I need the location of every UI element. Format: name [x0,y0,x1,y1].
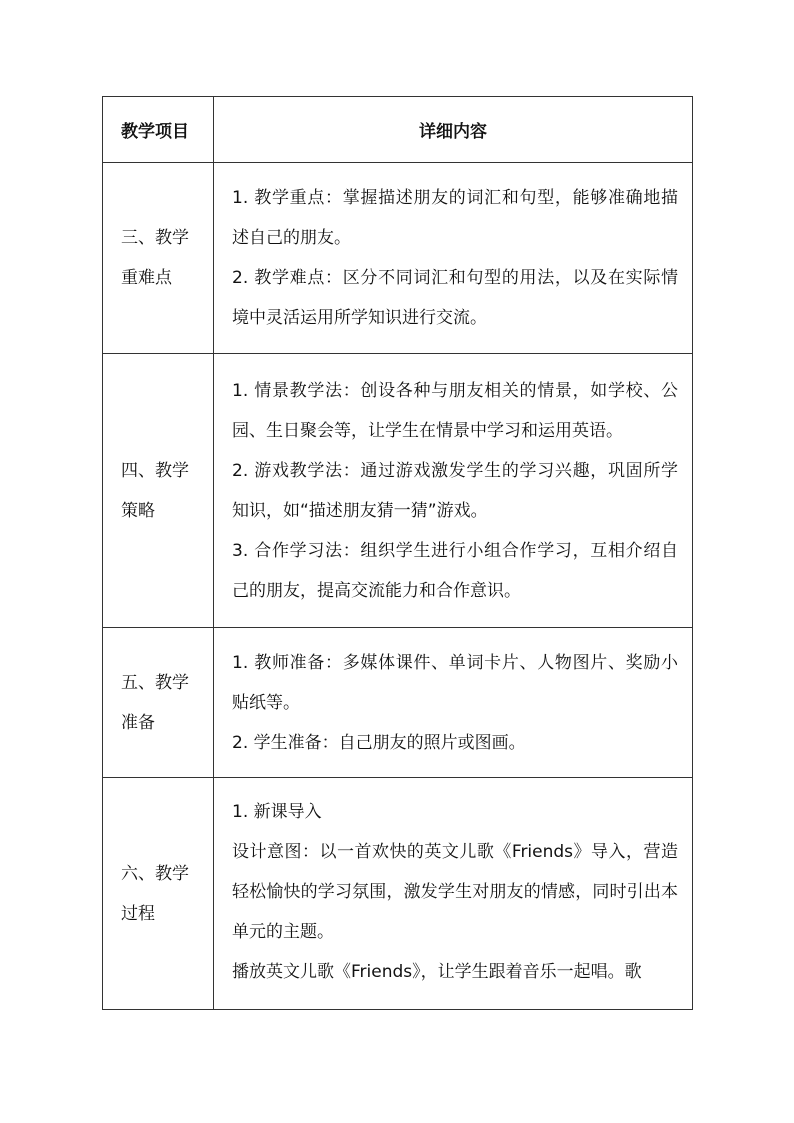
item-label: 五、教学 [121,672,189,693]
detail-paragraph: 1. 情景教学法：创设各种与朋友相关的情景，如学校、公园、生日聚会等，让学生在情景中学习和运用英语。 [232,380,678,441]
detail-paragraph: 2. 学生准备：自己朋友的照片或图画。 [232,732,526,753]
table-row [103,628,693,778]
item-label: 过程 [121,903,155,924]
detail-paragraph: 设计意图：以一首欢快的英文儿歌《Friends》导入，营造轻松愉快的学习氛围，激发学生对朋友的情感，同时引出本单元的主题。 [232,842,678,942]
table-row [103,778,693,1010]
detail-paragraph: 播放英文儿歌《Friends》，让学生跟着音乐一起唱。歌 [232,962,642,982]
lesson-plan-table [102,96,693,1010]
detail-paragraph: 1. 教学重点：掌握描述朋友的词汇和句型，能够准确地描述自己的朋友。 [232,188,678,248]
item-label: 四、教学 [121,460,189,481]
detail-paragraph: 1. 新课导入 [232,802,322,822]
item-label: 重难点 [121,268,172,288]
item-cell [103,778,214,1010]
detail-cell [214,163,693,354]
item-label: 六、教学 [121,863,189,884]
detail-paragraph: 3. 合作学习法：组织学生进行小组合作学习，互相介绍自己的朋友，提高交流能力和合作意识。 [232,540,678,601]
header-detail: 详细内容 [214,97,693,163]
detail-paragraph: 2. 游戏教学法：通过游戏激发学生的学习兴趣，巩固所学知识，如“描述朋友猜一猜”游戏。 [232,460,678,521]
detail-cell [214,354,693,628]
item-cell [103,163,214,354]
detail-cell [214,778,693,1010]
table-header-row [103,97,693,163]
detail-cell [214,628,693,778]
table-row [103,354,693,628]
table-row [103,163,693,354]
item-label: 策略 [121,500,155,521]
detail-paragraph: 1. 教师准备：多媒体课件、单词卡片、人物图片、奖励小贴纸等。 [232,652,678,713]
item-label: 三、教学 [121,228,189,248]
detail-paragraph: 2. 教学难点：区分不同词汇和句型的用法，以及在实际情境中灵活运用所学知识进行交流。 [232,268,678,328]
item-label: 准备 [121,712,155,733]
item-cell [103,354,214,628]
header-item: 教学项目 [103,97,214,163]
item-cell [103,628,214,778]
